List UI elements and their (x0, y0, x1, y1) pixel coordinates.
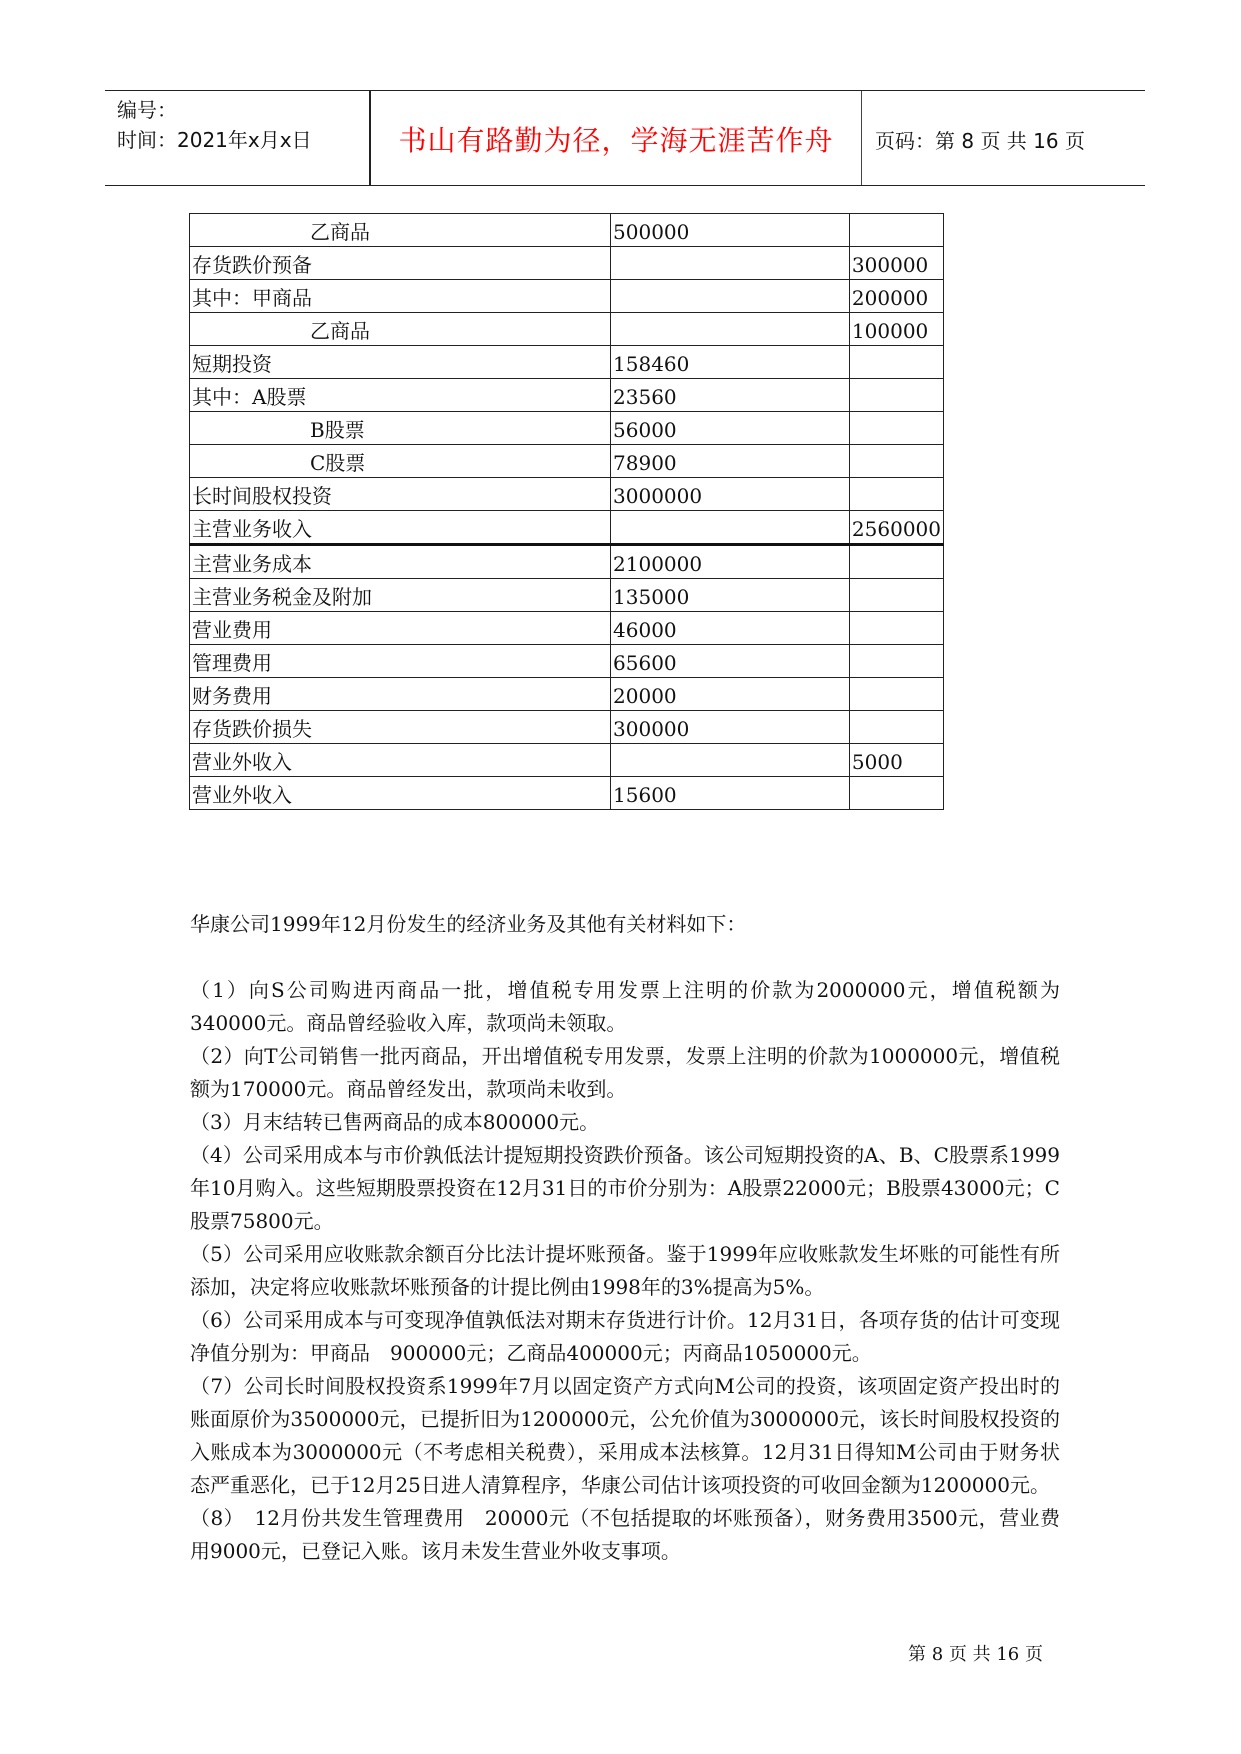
item-paragraph: （6）公司采用成本与可变现净值孰低法对期末存货进行计价。12月31日，各项存货的估计可变现净值分别为：甲商品 900000元；乙商品400000元；丙商品1050000元。 (190, 1308, 1060, 1365)
table-row (190, 478, 944, 511)
account-name-cell: 营业外收入 (190, 777, 611, 810)
credit-cell (849, 711, 943, 744)
table-row (190, 280, 944, 313)
table-row (190, 346, 944, 379)
table-row (190, 214, 944, 247)
debit-cell: 20000 (611, 678, 850, 711)
number-label: 编号： (117, 98, 177, 122)
header-meta (117, 95, 312, 155)
table-row (190, 645, 944, 678)
credit-cell (849, 478, 943, 511)
item-paragraph: （5）公司采用应收账款余额百分比法计提坏账预备。鉴于1999年应收账款发生坏账的可能性有所添加，决定将应收账款坏账预备的计提比例由1998年的3%提高为5%。 (190, 1242, 1060, 1299)
credit-cell (849, 678, 943, 711)
debit-cell: 3000000 (611, 478, 850, 511)
document-body (190, 908, 1060, 1568)
account-name-cell: 营业外收入 (190, 744, 611, 777)
account-name-cell: 主营业务成本 (190, 545, 611, 579)
credit-cell (849, 214, 943, 247)
debit-cell: 300000 (611, 711, 850, 744)
table-row (190, 579, 944, 612)
debit-cell (611, 313, 850, 346)
table-row (190, 744, 944, 777)
credit-cell: 300000 (849, 247, 943, 280)
item-paragraph: （3）月末结转已售两商品的成本800000元。 (190, 1110, 600, 1134)
credit-cell: 100000 (849, 313, 943, 346)
table-row (190, 445, 944, 478)
account-name-cell: B股票 (190, 412, 611, 445)
account-name-cell: 短期投资 (190, 346, 611, 379)
intro-paragraph: 华康公司1999年12月份发生的经济业务及其他有关材料如下： (190, 912, 747, 936)
credit-cell (849, 645, 943, 678)
account-name-cell: 其中：甲商品 (190, 280, 611, 313)
debit-cell: 2100000 (611, 545, 850, 579)
account-name-cell: 乙商品 (190, 214, 611, 247)
credit-cell: 5000 (849, 744, 943, 777)
table-row (190, 777, 944, 810)
credit-cell: 2560000 (849, 511, 943, 545)
table-row (190, 247, 944, 280)
credit-cell (849, 545, 943, 579)
debit-cell (611, 280, 850, 313)
page-header (105, 90, 1145, 186)
debit-cell (611, 247, 850, 280)
credit-cell (849, 612, 943, 645)
account-name-cell: 乙商品 (190, 313, 611, 346)
debit-cell: 15600 (611, 777, 850, 810)
account-name-cell: 其中：A股票 (190, 379, 611, 412)
credit-cell (849, 412, 943, 445)
table-row (190, 612, 944, 645)
table-row (190, 412, 944, 445)
account-name-cell: 管理费用 (190, 645, 611, 678)
account-name-cell: 长时间股权投资 (190, 478, 611, 511)
account-name-cell: 营业费用 (190, 612, 611, 645)
account-name-cell: 存货跌价预备 (190, 247, 611, 280)
credit-cell: 200000 (849, 280, 943, 313)
credit-cell (849, 445, 943, 478)
credit-cell (849, 777, 943, 810)
table-row (190, 545, 944, 579)
item-paragraph: （1）向S公司购进丙商品一批，增值税专用发票上注明的价款为2000000元，增值税额为340000元。商品曾经验收入库，款项尚未领取。 (190, 978, 1060, 1035)
credit-cell (849, 579, 943, 612)
table-row (190, 678, 944, 711)
debit-cell (611, 744, 850, 777)
debit-cell: 23560 (611, 379, 850, 412)
item-paragraph: （4）公司采用成本与市价孰低法计提短期投资跌价预备。该公司短期投资的A、B、C股票系1999年10月购入。这些短期股票投资在12月31日的市价分别为：A股票22000元；B股票43000元；C股票75800元。 (190, 1143, 1060, 1233)
account-name-cell: 存货跌价损失 (190, 711, 611, 744)
page-footer: 第 8 页 共 16 页 (908, 1644, 1043, 1665)
ledger-table (189, 213, 944, 810)
debit-cell: 135000 (611, 579, 850, 612)
table-row (190, 511, 944, 545)
item-paragraph: （8） 12月份共发生管理费用 20000元（不包括提取的坏账预备），财务费用3500元，营业费用9000元，已登记入账。该月未发生营业外收支事项。 (190, 1506, 1060, 1563)
header-motto: 书山有路勤为径，学海无涯苦作舟 (398, 124, 834, 157)
account-name-cell: 主营业务税金及附加 (190, 579, 611, 612)
header-page-label: 页码：第 8 页 共 16 页 (875, 129, 1085, 153)
account-name-cell: C股票 (190, 445, 611, 478)
account-name-cell: 主营业务收入 (190, 511, 611, 545)
debit-cell: 56000 (611, 412, 850, 445)
item-paragraph: （7）公司长时间股权投资系1999年7月以固定资产方式向M公司的投资，该项固定资产投出时的账面原价为3500000元，已提折旧为1200000元，公允价值为3000000元，该长时间股权投资的入账成本为3000000元（不考虑相关税费），采用成本法核算。12月31日得知M公司由于财务状态严重恶化，已于12月25日进人清算程序，华康公司估计该项投资的可收回金额为1200000元。 (190, 1374, 1060, 1497)
debit-cell: 46000 (611, 612, 850, 645)
table-row (190, 379, 944, 412)
table-row (190, 313, 944, 346)
debit-cell: 500000 (611, 214, 850, 247)
debit-cell (611, 511, 850, 545)
debit-cell: 65600 (611, 645, 850, 678)
credit-cell (849, 379, 943, 412)
table-row (190, 711, 944, 744)
item-paragraph: （2）向T公司销售一批丙商品，开出增值税专用发票，发票上注明的价款为1000000元，增值税额为170000元。商品曾经发出，款项尚未收到。 (190, 1044, 1060, 1101)
credit-cell (849, 346, 943, 379)
header-divider (861, 91, 862, 185)
debit-cell: 78900 (611, 445, 850, 478)
account-name-cell: 财务费用 (190, 678, 611, 711)
debit-cell: 158460 (611, 346, 850, 379)
time-label: 时间：2021年x月x日 (117, 128, 312, 152)
